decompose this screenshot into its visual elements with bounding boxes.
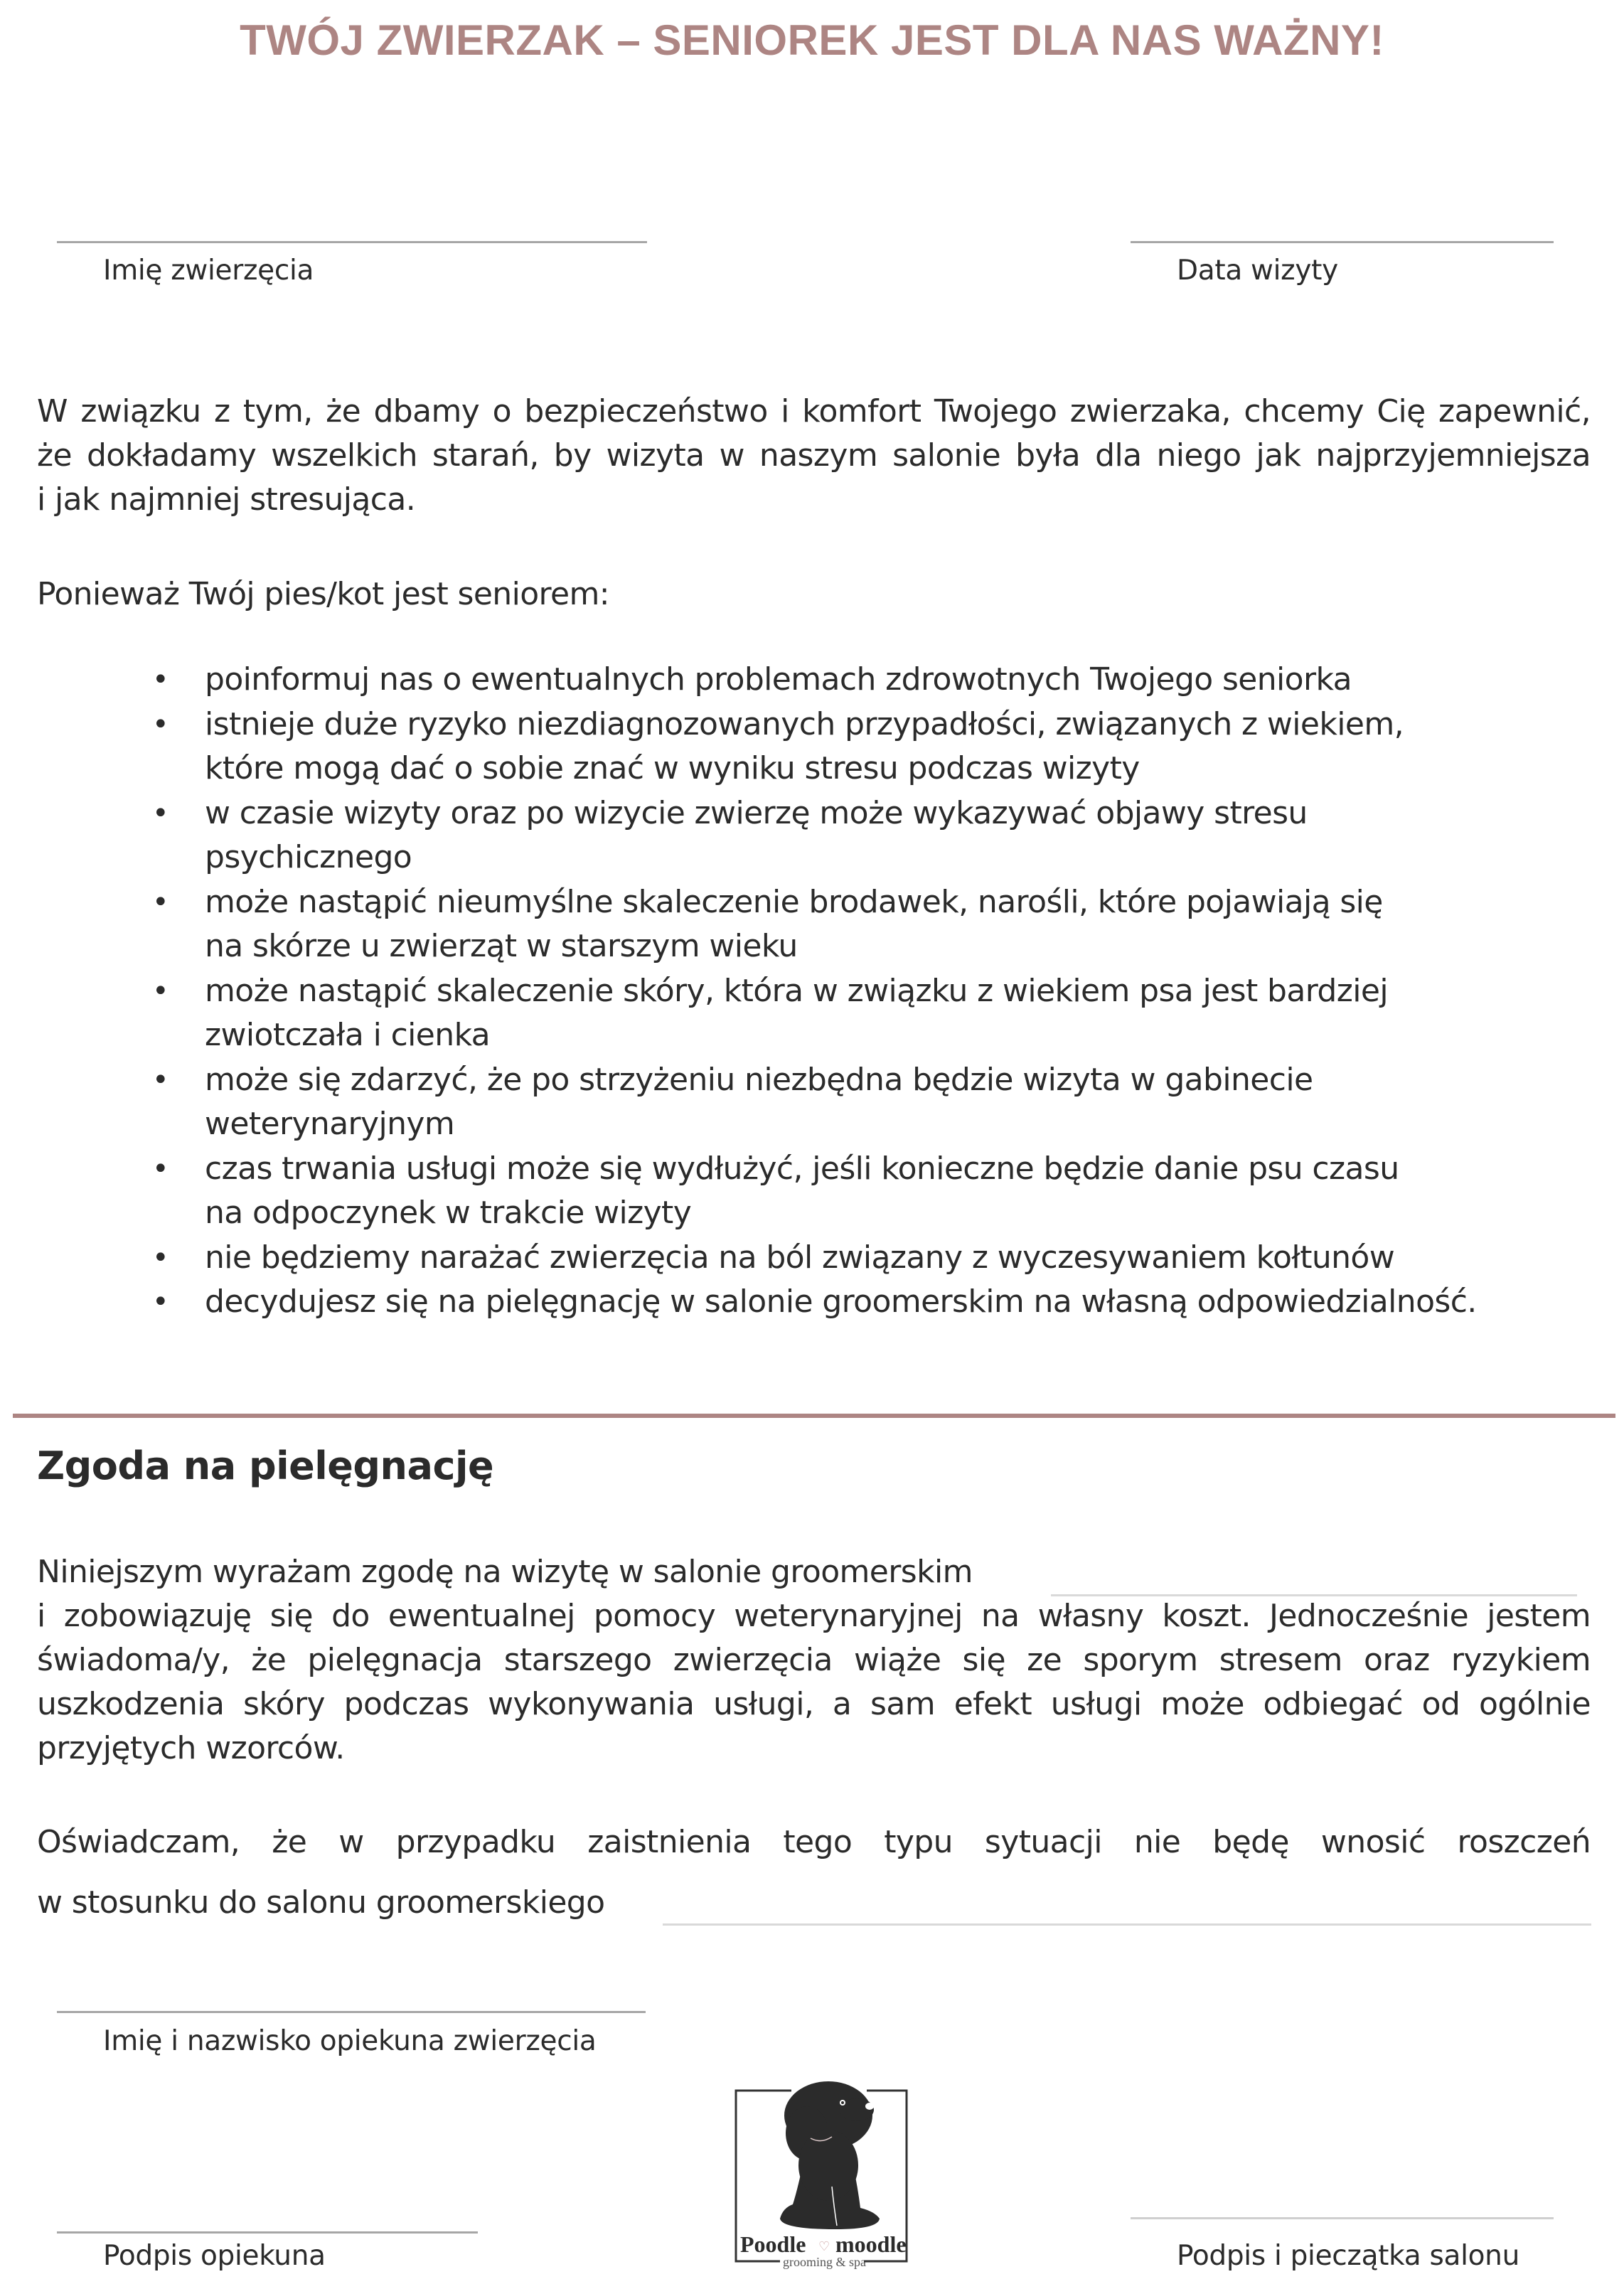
consent-line-1: Niniejszym wyrażam zgodę na wizytę w salonie groomerskim: [37, 1554, 973, 1590]
consent-heading: Zgoda na pielęgnację: [37, 1443, 494, 1488]
bullet-icon: •: [152, 663, 169, 696]
owner-name-line[interactable]: [57, 2011, 646, 2013]
list-item: • w czasie wizyty oraz po wizycie zwierzę może wykazywać objawy stresu psychicznego: [149, 791, 1607, 880]
intro-line: że dokładamy wszelkich starań, by wizyta w naszym salonie była dla niego jak najprzyjemniejsza: [37, 437, 1591, 474]
logo-brand-right: moodle: [835, 2231, 907, 2257]
heart-icon: ♡: [818, 2239, 830, 2254]
list-item: • czas trwania usługi może się wydłużyć, jeśli konieczne będzie danie psu czasu na odpoczynek w trakcie wizyty: [149, 1147, 1607, 1236]
list-item: • poinformuj nas o ewentualnych problemach zdrowotnych Twojego seniorka: [149, 658, 1607, 703]
senior-risks-list: [149, 658, 1607, 1325]
list-item: • może się zdarzyć, że po strzyżeniu niezbędna będzie wizyta w gabinecie weterynaryjnym: [149, 1058, 1607, 1147]
intro-lead: Ponieważ Twój pies/kot jest seniorem:: [37, 576, 610, 612]
poodle-moodle-logo: [715, 2080, 924, 2281]
bullet-icon: •: [152, 1063, 169, 1096]
list-item: • może nastąpić nieumyślne skaleczenie brodawek, narośli, które pojawiają się na skórze u zwierząt w starszym wieku: [149, 880, 1607, 969]
section-divider: [13, 1414, 1615, 1418]
page-title: TWÓJ ZWIERZAK – SENIOREK JEST DLA NAS WAŻNY!: [240, 16, 1384, 64]
salon-signature-line[interactable]: [1131, 2217, 1554, 2219]
intro-line: i jak najmniej stresująca.: [37, 481, 416, 518]
pet-name-line: [57, 241, 647, 243]
salon-name-field-2[interactable]: [663, 1923, 1591, 1926]
statement-line-1: Oświadczam, że w przypadku zaistnienia tego typu sytuacji nie będę wnosić roszczeń: [37, 1824, 1591, 1860]
logo-brand-left: Poodle: [740, 2231, 806, 2257]
list-item: • nie będziemy narażać zwierzęcia na ból związany z wyczesywaniem kołtunów: [149, 1236, 1607, 1281]
bullet-icon: •: [152, 1286, 169, 1318]
bullet-icon: •: [152, 1152, 169, 1185]
owner-name-label: Imię i nazwisko opiekuna zwierzęcia: [103, 2025, 597, 2057]
salon-signature-label: Podpis i pieczątka salonu: [1177, 2240, 1520, 2272]
pet-name-label: Imię zwierzęcia: [103, 255, 314, 287]
bullet-icon: •: [152, 1241, 169, 1274]
bullet-icon: •: [152, 708, 169, 741]
visit-date-line: [1131, 241, 1554, 243]
list-item: • istnieje duże ryzyko niezdiagnozowanych przypadłości, związanych z wiekiem, które mogą dać o sobie znać w wyniku stresu podczas wizyty: [149, 703, 1607, 791]
owner-signature-label: Podpis opiekuna: [103, 2240, 326, 2272]
bullet-icon: •: [152, 885, 169, 919]
intro-line: W związku z tym, że dbamy o bezpieczeństwo i komfort Twojego zwierzaka, chcemy Cię zapewnić,: [37, 393, 1591, 429]
list-item: • decydujesz się na pielęgnację w salonie groomerskim na własną odpowiedzialność.: [149, 1280, 1607, 1325]
bullet-icon: •: [152, 974, 169, 1008]
logo-tagline: grooming & spa: [783, 2255, 866, 2269]
list-item: • może nastąpić skaleczenie skóry, która w związku z wiekiem psa jest bardziej zwiotczała i cienka: [149, 969, 1607, 1058]
poodle-icon: [715, 2080, 924, 2281]
visit-date-label: Data wizyty: [1177, 255, 1338, 287]
bullet-icon: •: [152, 796, 169, 830]
consent-body: i zobowiązuję się do ewentualnej pomocy weterynaryjnej na własny koszt. Jednocześnie jestem świadoma/y, że pielęgnacja starszego zwierzęcia wiąże się ze sporym stresem oraz ryzykiem uszkodzenia skóry podczas wykonywania usługi, a sam efekt usługi może odbiegać od ogólnie przyjętych wzorców.: [37, 1598, 1591, 1766]
owner-signature-line[interactable]: [57, 2231, 478, 2234]
intro-paragraph: [37, 390, 1591, 522]
statement-line-2: w stosunku do salonu groomerskiego: [37, 1884, 605, 1921]
